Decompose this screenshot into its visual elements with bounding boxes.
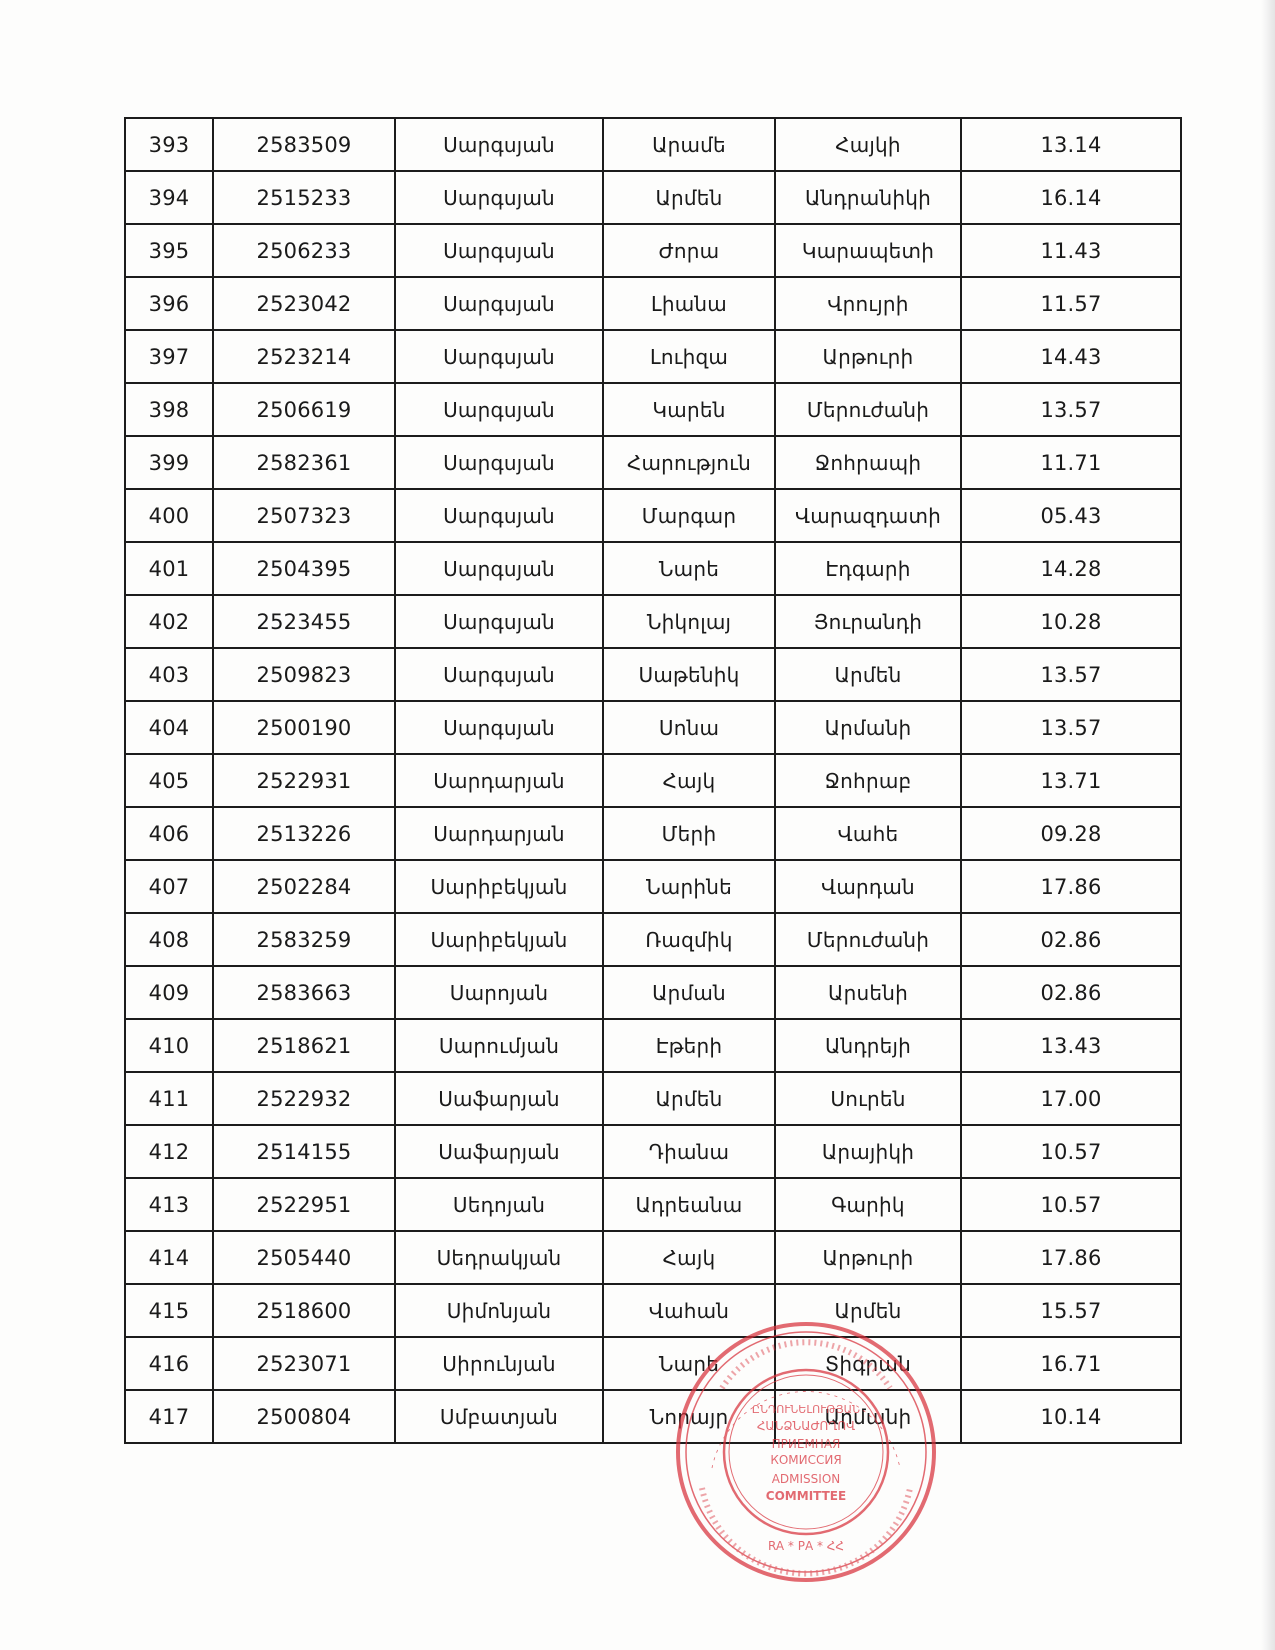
surname-cell: Սարգսյան xyxy=(395,330,603,383)
table-row xyxy=(125,1390,1181,1443)
scan-edge-shadow xyxy=(1261,0,1275,1650)
first-name-cell: Հարություն xyxy=(603,436,775,489)
surname-cell: Սարոյան xyxy=(395,966,603,1019)
patronymic-cell: Տիգրան xyxy=(775,1337,961,1390)
surname-cell: Սարգսյան xyxy=(395,436,603,489)
applicant-code-cell: 2513226 xyxy=(213,807,395,860)
results-table-body xyxy=(125,118,1181,1443)
table-row xyxy=(125,118,1181,171)
score-cell: 13.57 xyxy=(961,383,1181,436)
surname-cell: Սարգսյան xyxy=(395,224,603,277)
first-name-cell: Դիանա xyxy=(603,1125,775,1178)
score-cell: 13.43 xyxy=(961,1019,1181,1072)
table-row xyxy=(125,1125,1181,1178)
stamp-line-6: COMMITTEE xyxy=(765,1489,847,1503)
first-name-cell: Սաթենիկ xyxy=(603,648,775,701)
score-cell: 15.57 xyxy=(961,1284,1181,1337)
row-number-cell: 412 xyxy=(125,1125,213,1178)
table-row xyxy=(125,542,1181,595)
stamp-line-1: ԸՆԴՈՒՆԵԼՈՒԹՅԱՆ xyxy=(751,1403,861,1416)
table-row xyxy=(125,1231,1181,1284)
surname-cell: Սմբատյան xyxy=(395,1390,603,1443)
stamp-line-5: ADMISSION xyxy=(771,1472,841,1486)
score-cell: 14.43 xyxy=(961,330,1181,383)
patronymic-cell: Արմեն xyxy=(775,1284,961,1337)
row-number-cell: 403 xyxy=(125,648,213,701)
row-number-cell: 413 xyxy=(125,1178,213,1231)
surname-cell: Սարգսյան xyxy=(395,542,603,595)
applicant-code-cell: 2506619 xyxy=(213,383,395,436)
table-row xyxy=(125,595,1181,648)
patronymic-cell: Արսենի xyxy=(775,966,961,1019)
surname-cell: Սեդրակյան xyxy=(395,1231,603,1284)
row-number-cell: 414 xyxy=(125,1231,213,1284)
patronymic-cell: Սուրեն xyxy=(775,1072,961,1125)
row-number-cell: 408 xyxy=(125,913,213,966)
first-name-cell: Վահան xyxy=(603,1284,775,1337)
table-row xyxy=(125,436,1181,489)
score-cell: 09.28 xyxy=(961,807,1181,860)
applicant-code-cell: 2583509 xyxy=(213,118,395,171)
surname-cell: Սիմոնյան xyxy=(395,1284,603,1337)
row-number-cell: 405 xyxy=(125,754,213,807)
first-name-cell: Նորայր xyxy=(603,1390,775,1443)
first-name-cell: Արմեն xyxy=(603,1072,775,1125)
table-row xyxy=(125,171,1181,224)
table-row xyxy=(125,277,1181,330)
score-cell: 10.57 xyxy=(961,1125,1181,1178)
surname-cell: Սարումյան xyxy=(395,1019,603,1072)
applicant-code-cell: 2502284 xyxy=(213,860,395,913)
surname-cell: Սարգսյան xyxy=(395,118,603,171)
applicant-code-cell: 2522951 xyxy=(213,1178,395,1231)
patronymic-cell: Արթուրի xyxy=(775,330,961,383)
applicant-code-cell: 2507323 xyxy=(213,489,395,542)
patronymic-cell: Կարապետի xyxy=(775,224,961,277)
score-cell: 13.14 xyxy=(961,118,1181,171)
first-name-cell: Մերի xyxy=(603,807,775,860)
score-cell: 11.57 xyxy=(961,277,1181,330)
surname-cell: Սաֆարյան xyxy=(395,1072,603,1125)
score-cell: 16.71 xyxy=(961,1337,1181,1390)
score-cell: 02.86 xyxy=(961,966,1181,1019)
table-row xyxy=(125,1337,1181,1390)
surname-cell: Սարգսյան xyxy=(395,648,603,701)
score-cell: 16.14 xyxy=(961,171,1181,224)
row-number-cell: 396 xyxy=(125,277,213,330)
applicant-code-cell: 2506233 xyxy=(213,224,395,277)
row-number-cell: 398 xyxy=(125,383,213,436)
applicant-code-cell: 2518600 xyxy=(213,1284,395,1337)
stamp-line-7: RA * РА * ՀՀ xyxy=(768,1539,844,1553)
applicant-code-cell: 2522932 xyxy=(213,1072,395,1125)
table-row xyxy=(125,489,1181,542)
first-name-cell: Արամե xyxy=(603,118,775,171)
first-name-cell: Սոնա xyxy=(603,701,775,754)
patronymic-cell: Վահե xyxy=(775,807,961,860)
score-cell: 14.28 xyxy=(961,542,1181,595)
patronymic-cell: Անդրեյի xyxy=(775,1019,961,1072)
patronymic-cell: Մերուժանի xyxy=(775,383,961,436)
score-cell: 17.86 xyxy=(961,860,1181,913)
score-cell: 17.00 xyxy=(961,1072,1181,1125)
score-cell: 11.71 xyxy=(961,436,1181,489)
patronymic-cell: Յուրանդի xyxy=(775,595,961,648)
patronymic-cell: Արմանի xyxy=(775,701,961,754)
applicant-code-cell: 2518621 xyxy=(213,1019,395,1072)
score-cell: 05.43 xyxy=(961,489,1181,542)
row-number-cell: 417 xyxy=(125,1390,213,1443)
stamp-line-3: ПРИЕМНАЯ xyxy=(771,1437,841,1451)
applicant-code-cell: 2583663 xyxy=(213,966,395,1019)
applicant-code-cell: 2523042 xyxy=(213,277,395,330)
first-name-cell: Ռազմիկ xyxy=(603,913,775,966)
applicant-code-cell: 2582361 xyxy=(213,436,395,489)
first-name-cell: Հայկ xyxy=(603,754,775,807)
row-number-cell: 393 xyxy=(125,118,213,171)
row-number-cell: 404 xyxy=(125,701,213,754)
first-name-cell: Էթերի xyxy=(603,1019,775,1072)
applicant-code-cell: 2504395 xyxy=(213,542,395,595)
first-name-cell: Ադրեանա xyxy=(603,1178,775,1231)
first-name-cell: Կարեն xyxy=(603,383,775,436)
patronymic-cell: Գարիկ xyxy=(775,1178,961,1231)
first-name-cell: Նարե xyxy=(603,542,775,595)
patronymic-cell: Վարդան xyxy=(775,860,961,913)
first-name-cell: Ժորա xyxy=(603,224,775,277)
table-row xyxy=(125,383,1181,436)
patronymic-cell: Արմեն xyxy=(775,648,961,701)
surname-cell: Սարգսյան xyxy=(395,277,603,330)
first-name-cell: Հայկ xyxy=(603,1231,775,1284)
row-number-cell: 394 xyxy=(125,171,213,224)
table-row xyxy=(125,1019,1181,1072)
row-number-cell: 410 xyxy=(125,1019,213,1072)
row-number-cell: 409 xyxy=(125,966,213,1019)
score-cell: 10.14 xyxy=(961,1390,1181,1443)
row-number-cell: 399 xyxy=(125,436,213,489)
patronymic-cell: Վրույրի xyxy=(775,277,961,330)
score-cell: 10.28 xyxy=(961,595,1181,648)
table-row xyxy=(125,913,1181,966)
applicant-code-cell: 2500190 xyxy=(213,701,395,754)
surname-cell: Սիրունյան xyxy=(395,1337,603,1390)
score-cell: 17.86 xyxy=(961,1231,1181,1284)
applicant-code-cell: 2509823 xyxy=(213,648,395,701)
patronymic-cell: Հայկի xyxy=(775,118,961,171)
table-row xyxy=(125,1178,1181,1231)
surname-cell: Սարդարյան xyxy=(395,754,603,807)
score-cell: 13.71 xyxy=(961,754,1181,807)
surname-cell: Սարգսյան xyxy=(395,489,603,542)
table-row xyxy=(125,754,1181,807)
first-name-cell: Նիկոլայ xyxy=(603,595,775,648)
patronymic-cell: Արայիկի xyxy=(775,1125,961,1178)
table-row xyxy=(125,807,1181,860)
surname-cell: Սարգսյան xyxy=(395,701,603,754)
patronymic-cell: Էդգարի xyxy=(775,542,961,595)
first-name-cell: Լիանա xyxy=(603,277,775,330)
row-number-cell: 400 xyxy=(125,489,213,542)
applicant-code-cell: 2500804 xyxy=(213,1390,395,1443)
score-cell: 10.57 xyxy=(961,1178,1181,1231)
score-cell: 11.43 xyxy=(961,224,1181,277)
patronymic-cell: Ջոհրապի xyxy=(775,436,961,489)
surname-cell: Սարգսյան xyxy=(395,595,603,648)
first-name-cell: Նարե xyxy=(603,1337,775,1390)
patronymic-cell: Ջոհրաբ xyxy=(775,754,961,807)
surname-cell: Սարիբեկյան xyxy=(395,860,603,913)
surname-cell: Սարգսյան xyxy=(395,383,603,436)
row-number-cell: 401 xyxy=(125,542,213,595)
row-number-cell: 406 xyxy=(125,807,213,860)
first-name-cell: Մարգար xyxy=(603,489,775,542)
surname-cell: Սեդոյան xyxy=(395,1178,603,1231)
row-number-cell: 395 xyxy=(125,224,213,277)
patronymic-cell: Անդրանիկի xyxy=(775,171,961,224)
row-number-cell: 415 xyxy=(125,1284,213,1337)
applicant-code-cell: 2515233 xyxy=(213,171,395,224)
patronymic-cell: Արթուրի xyxy=(775,1231,961,1284)
surname-cell: Սարիբեկյան xyxy=(395,913,603,966)
first-name-cell: Արմեն xyxy=(603,171,775,224)
row-number-cell: 416 xyxy=(125,1337,213,1390)
first-name-cell: Արման xyxy=(603,966,775,1019)
applicant-code-cell: 2523214 xyxy=(213,330,395,383)
first-name-cell: Լուիզա xyxy=(603,330,775,383)
table-row xyxy=(125,860,1181,913)
table-row xyxy=(125,701,1181,754)
row-number-cell: 411 xyxy=(125,1072,213,1125)
patronymic-cell: Վարազդատի xyxy=(775,489,961,542)
table-row xyxy=(125,648,1181,701)
row-number-cell: 402 xyxy=(125,595,213,648)
surname-cell: Սարգսյան xyxy=(395,171,603,224)
table-row xyxy=(125,1284,1181,1337)
results-table xyxy=(124,117,1182,1444)
surname-cell: Սարդարյան xyxy=(395,807,603,860)
score-cell: 13.57 xyxy=(961,648,1181,701)
applicant-code-cell: 2514155 xyxy=(213,1125,395,1178)
row-number-cell: 407 xyxy=(125,860,213,913)
applicant-code-cell: 2583259 xyxy=(213,913,395,966)
stamp-line-2: ՀԱՆՁՆԱԺՈՂՈՎ xyxy=(756,1419,856,1433)
table-row xyxy=(125,224,1181,277)
table-row xyxy=(125,966,1181,1019)
first-name-cell: Նարինե xyxy=(603,860,775,913)
applicant-code-cell: 2505440 xyxy=(213,1231,395,1284)
patronymic-cell: Մերուժանի xyxy=(775,913,961,966)
applicant-code-cell: 2522931 xyxy=(213,754,395,807)
applicant-code-cell: 2523455 xyxy=(213,595,395,648)
table-row xyxy=(125,1072,1181,1125)
score-cell: 13.57 xyxy=(961,701,1181,754)
row-number-cell: 397 xyxy=(125,330,213,383)
table-row xyxy=(125,330,1181,383)
score-cell: 02.86 xyxy=(961,913,1181,966)
stamp-line-4: КОМИССИЯ xyxy=(770,1453,842,1467)
surname-cell: Սաֆարյան xyxy=(395,1125,603,1178)
applicant-code-cell: 2523071 xyxy=(213,1337,395,1390)
patronymic-cell: Արմանի xyxy=(775,1390,961,1443)
